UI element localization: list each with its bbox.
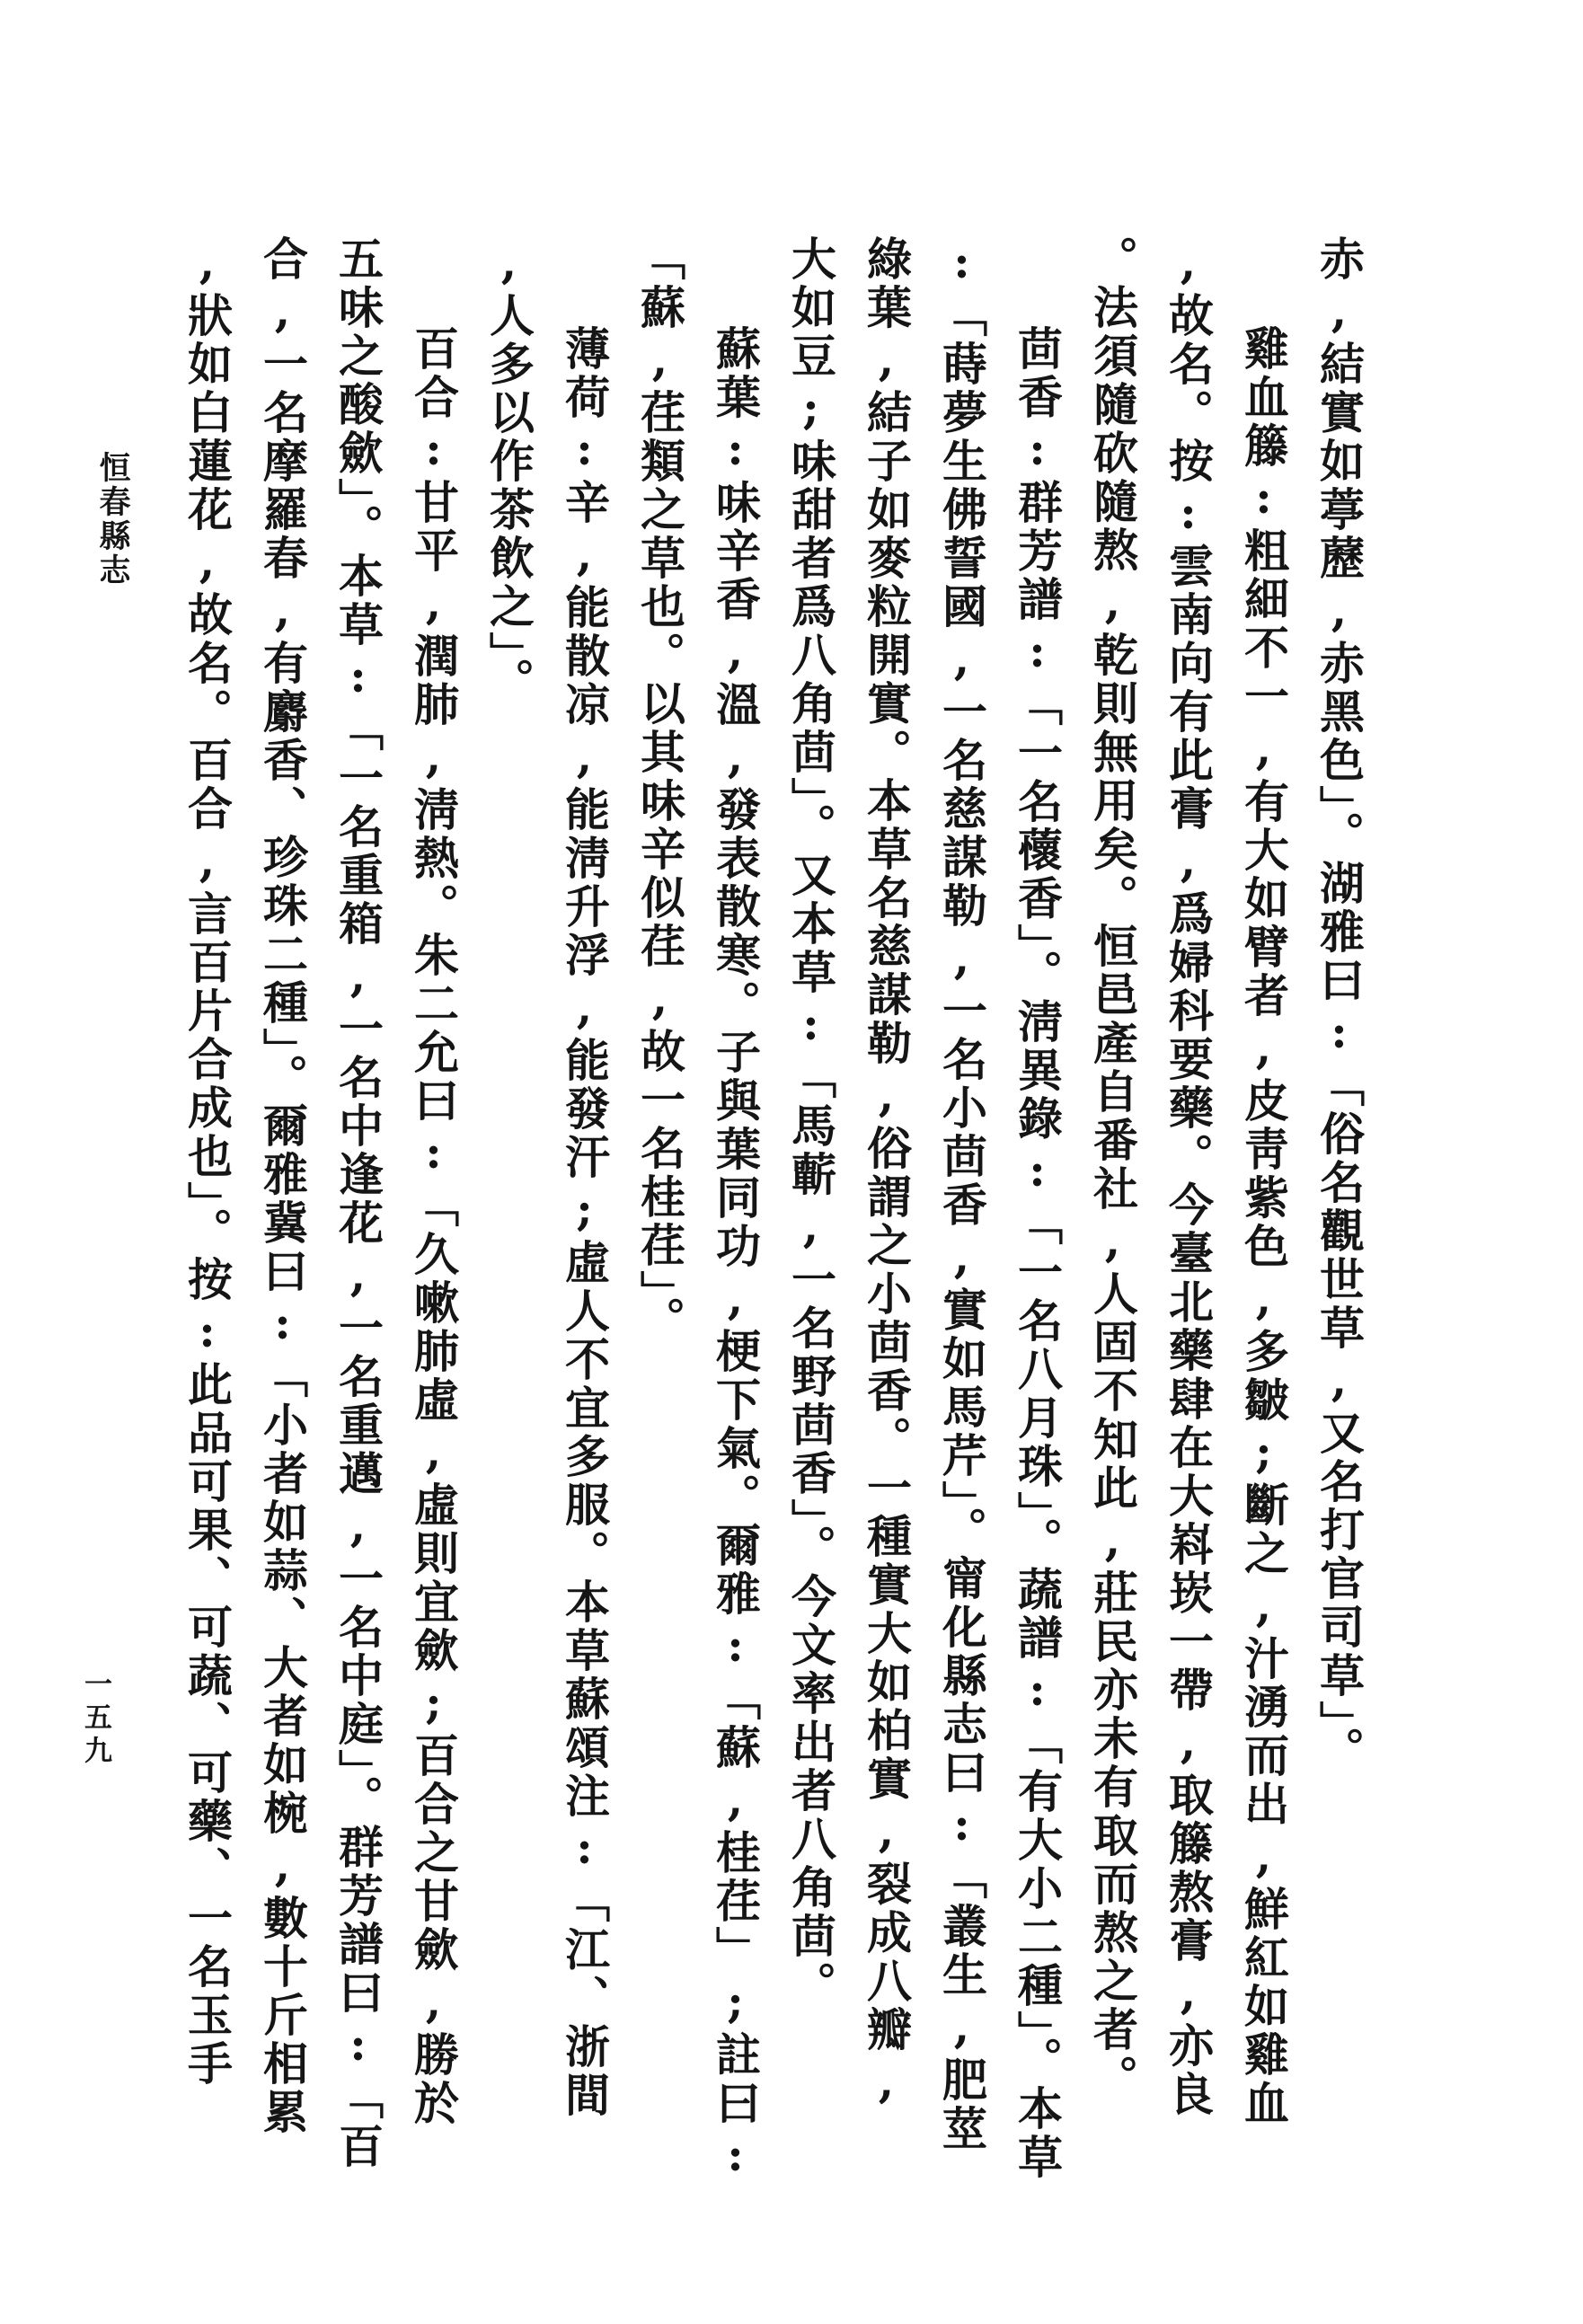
text-column-13: 百合:甘平,潤肺,淸熱。朱二允曰:「久嗽肺虛,虛則宜歛;百合之甘歛,勝於 <box>407 325 460 2128</box>
text-column-15: 合,一名摩羅春,有麝香、珍珠二種」。爾雅冀曰:「小者如蒜、大者如椀,數十斤相累 <box>256 235 309 2137</box>
text-column-9: 蘇葉:味辛香,溫,發表散寒。子與葉同功,梗下氣。爾雅:「蘇,桂荏」;註曰: <box>709 325 762 2185</box>
text-column-7: 綠葉,結子如麥粒開實。本草名慈謀勒,俗謂之小茴香。一種實大如柏實,裂成八瓣, <box>860 235 913 2111</box>
text-column-10: 「蘇,荏類之草也。以其味辛似荏,故一名桂荏」。 <box>633 235 686 1345</box>
page-number: 一五九 <box>79 1669 111 1769</box>
text-column-2: 雞血籐:粗細不一,有大如臂者,皮靑紫色,多皺;斷之,汁湧而出,鮮紅如雞血 <box>1237 325 1290 2128</box>
text-column-6: :「蒔夢生佛誓國,一名慈謀勒,一名小茴香,實如馬芹」。甯化縣志曰:「叢生,肥莖 <box>935 235 988 2153</box>
text-column-14: 五味之酸歛」。本草:「一名重箱,一名中逢花,一名重邁,一名中庭」。群芳譜曰:「百 <box>332 235 385 2171</box>
text-column-11: 薄荷:辛,能散凉,能淸升浮,能發汗;虛人不宜多服。本草蘇頌注:「江、浙間 <box>558 325 611 2120</box>
text-column-4: 。法須隨砍隨熬,乾則無用矣。恒邑產自番社,人固不知此,莊民亦未有取而熬之者。 <box>1086 235 1139 2103</box>
text-block <box>169 235 1376 2185</box>
text-column-12: ,人多以作茶飲之」。 <box>482 235 535 706</box>
text-column-16: ,狀如白蓮花,故名。百合,言百片合成也」。按:此品可果、可蔬、可藥、一名玉手 <box>181 235 234 2089</box>
book-title: 恒春縣志 <box>94 451 131 588</box>
text-column-5: 茴香:群芳譜:「一名蘹香」。淸異錄:「一名八月珠」。蔬譜:「有大小二種」。本草 <box>1011 325 1064 2182</box>
text-column-3: ,故名。按:雲南向有此膏,爲婦科要藥。今臺北藥肆在大嵙崁一帶,取籐熬膏,亦良 <box>1162 235 1215 2119</box>
text-column-8: 大如豆;味甜者爲八角茴」。又本草:「馬蘄,一名野茴香」。今文率出者八角茴。 <box>784 235 837 2010</box>
text-column-1: 赤,結實如葶藶,赤黑色」。湖雅曰:「俗名觀世草,又名打官司草」。 <box>1313 235 1366 1775</box>
